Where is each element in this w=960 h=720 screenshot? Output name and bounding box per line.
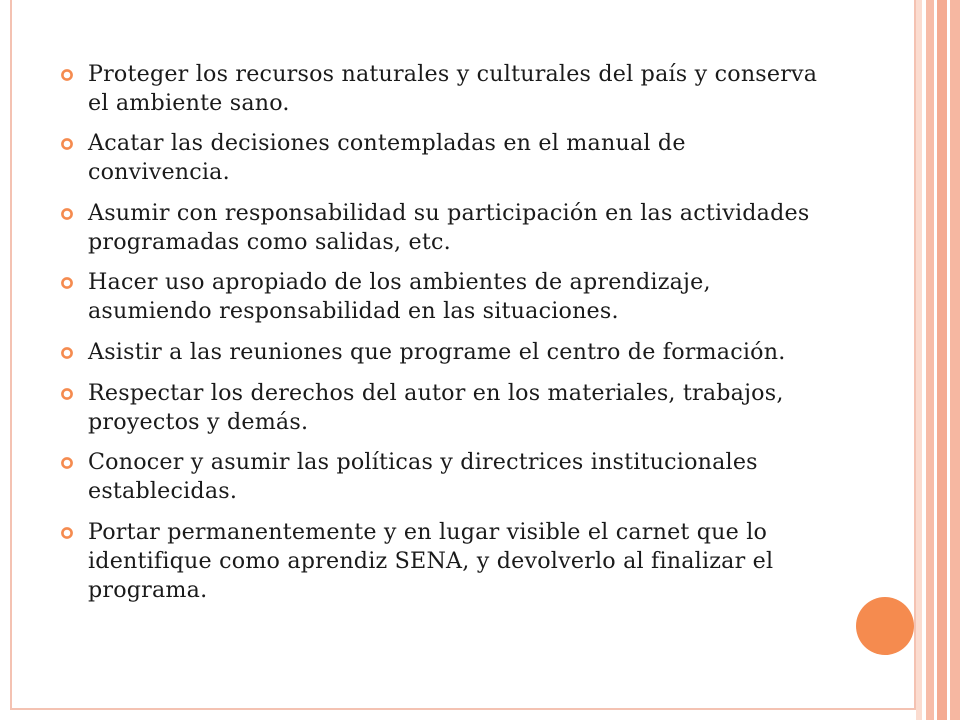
- ring-bullet-icon: [60, 129, 88, 159]
- bullet-text: Hacer uso apropiado de los ambientes de aprendizaje, asumiendo responsabilidad en las situaciones.: [88, 269, 711, 325]
- stripe: [937, 0, 947, 720]
- stripe: [926, 0, 934, 720]
- bullet-text: Asistir a las reuniones que programe el centro de formación.: [88, 338, 786, 365]
- ring-bullet-icon: [60, 199, 88, 229]
- bullet-text: Respectar los derechos del autor en los materiales, trabajos, proyectos y demás.: [88, 379, 784, 435]
- bullet-text: Asumir con responsabilidad su participación en las actividades programadas como salidas, etc.: [88, 199, 810, 255]
- bullet-item: [60, 268, 830, 326]
- ring-bullet-icon: [60, 379, 88, 409]
- bullet-item: [60, 60, 830, 118]
- decorative-stripes: [916, 0, 960, 720]
- bullet-text: Proteger los recursos naturales y culturales del país y conserva el ambiente sano.: [88, 61, 818, 116]
- accent-circle: [856, 597, 914, 655]
- ring-bullet-icon: [60, 268, 88, 298]
- bullet-item: [60, 129, 830, 187]
- bullet-item: [60, 338, 830, 368]
- bullet-list: [60, 60, 830, 616]
- stripe: [950, 0, 960, 720]
- ring-bullet-icon: [60, 448, 88, 478]
- bullet-text: Conocer y asumir las políticas y directrices institucionales establecidas.: [88, 449, 758, 505]
- bullet-item: [60, 199, 830, 257]
- bullet-item: [60, 379, 830, 437]
- bullet-item: [60, 448, 830, 506]
- bullet-text: Portar permanentemente y en lugar visible el carnet que lo identifique como aprendiz SENA, y devolverlo al finalizar el programa.: [88, 518, 774, 603]
- ring-bullet-icon: [60, 518, 88, 548]
- bullet-text: Acatar las decisiones contempladas en el manual de convivencia.: [88, 130, 686, 186]
- bullet-item: [60, 518, 830, 605]
- ring-bullet-icon: [60, 338, 88, 368]
- ring-bullet-icon: [60, 60, 88, 90]
